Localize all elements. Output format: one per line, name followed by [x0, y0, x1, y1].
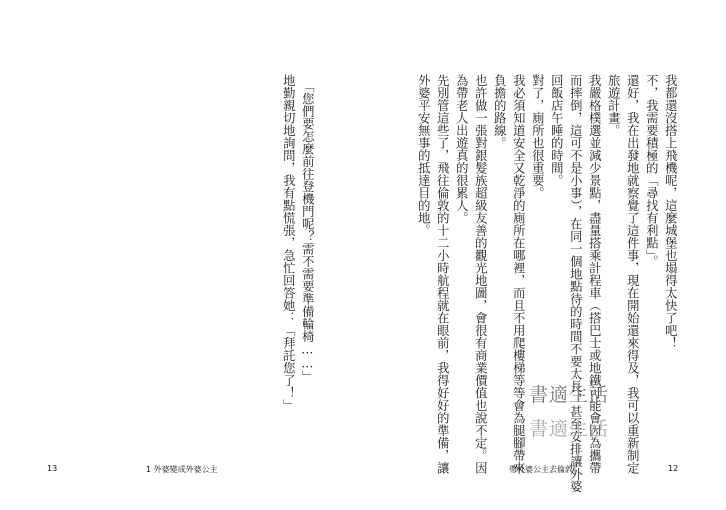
- page-number: 13: [47, 464, 58, 473]
- text-column: 我嚴格樸選並減少景點，盡量搭乘計程車（搭巴士或地鐵可能會因為攜帶: [587, 74, 602, 474]
- watermark-logo: 書適生活: [529, 384, 610, 406]
- text-column: 地勤親切地詢問，我有點慌張，急忙回答她：「拜託您了！」: [281, 74, 296, 412]
- text-column: 而摔倒，這可不是小事），在同一個地點待的時間不要太長，甚至安排讓外婆: [568, 74, 583, 493]
- text-column: 「您們要怎麼前往登機門呢？需不需要準備輪椅……」: [300, 80, 315, 384]
- watermark-logo-shadow: 書適生活: [529, 418, 610, 440]
- text-column: 回飯店午睡的時間。: [549, 74, 564, 187]
- running-head: 1 外婆變成外婆公主: [146, 465, 218, 474]
- text-column: 不，我需要積極的「尋找有利點」。: [644, 74, 659, 268]
- text-column: 負擔的路線。: [492, 74, 507, 149]
- text-column: 對了，廁所也很重要。: [530, 74, 545, 199]
- text-column: 外婆平安無事的抵達目的地。: [416, 74, 431, 237]
- text-column: 為帶老人出遊真的很累人。: [454, 74, 469, 224]
- text-column: 還好，我在出發地就察覺了這件事，現在開始還來得及，我可以重新制定: [625, 74, 640, 474]
- text-column: 我都還沒搭上飛機呢，這麼城堡也塌得太快了吧！: [663, 74, 678, 349]
- text-column: 我必須知道安全又乾淨的廁所在哪裡，而且不用爬樓梯等等會為腿腳帶來: [511, 74, 526, 474]
- right-page: [363, 0, 726, 510]
- page-number: 12: [668, 464, 679, 473]
- text-column: 也許做一張對銀髮族超級友善的觀光地圖，會很有商業價值也說不定。因: [473, 74, 488, 474]
- text-column: 旅遊計畫。: [606, 74, 621, 137]
- text-column: 先別管這些了，飛往倫敦的十二小時航程就在眼前，我得好好的準備，讓: [435, 74, 450, 474]
- running-head: 帶外婆公主去倫敦！: [509, 465, 581, 474]
